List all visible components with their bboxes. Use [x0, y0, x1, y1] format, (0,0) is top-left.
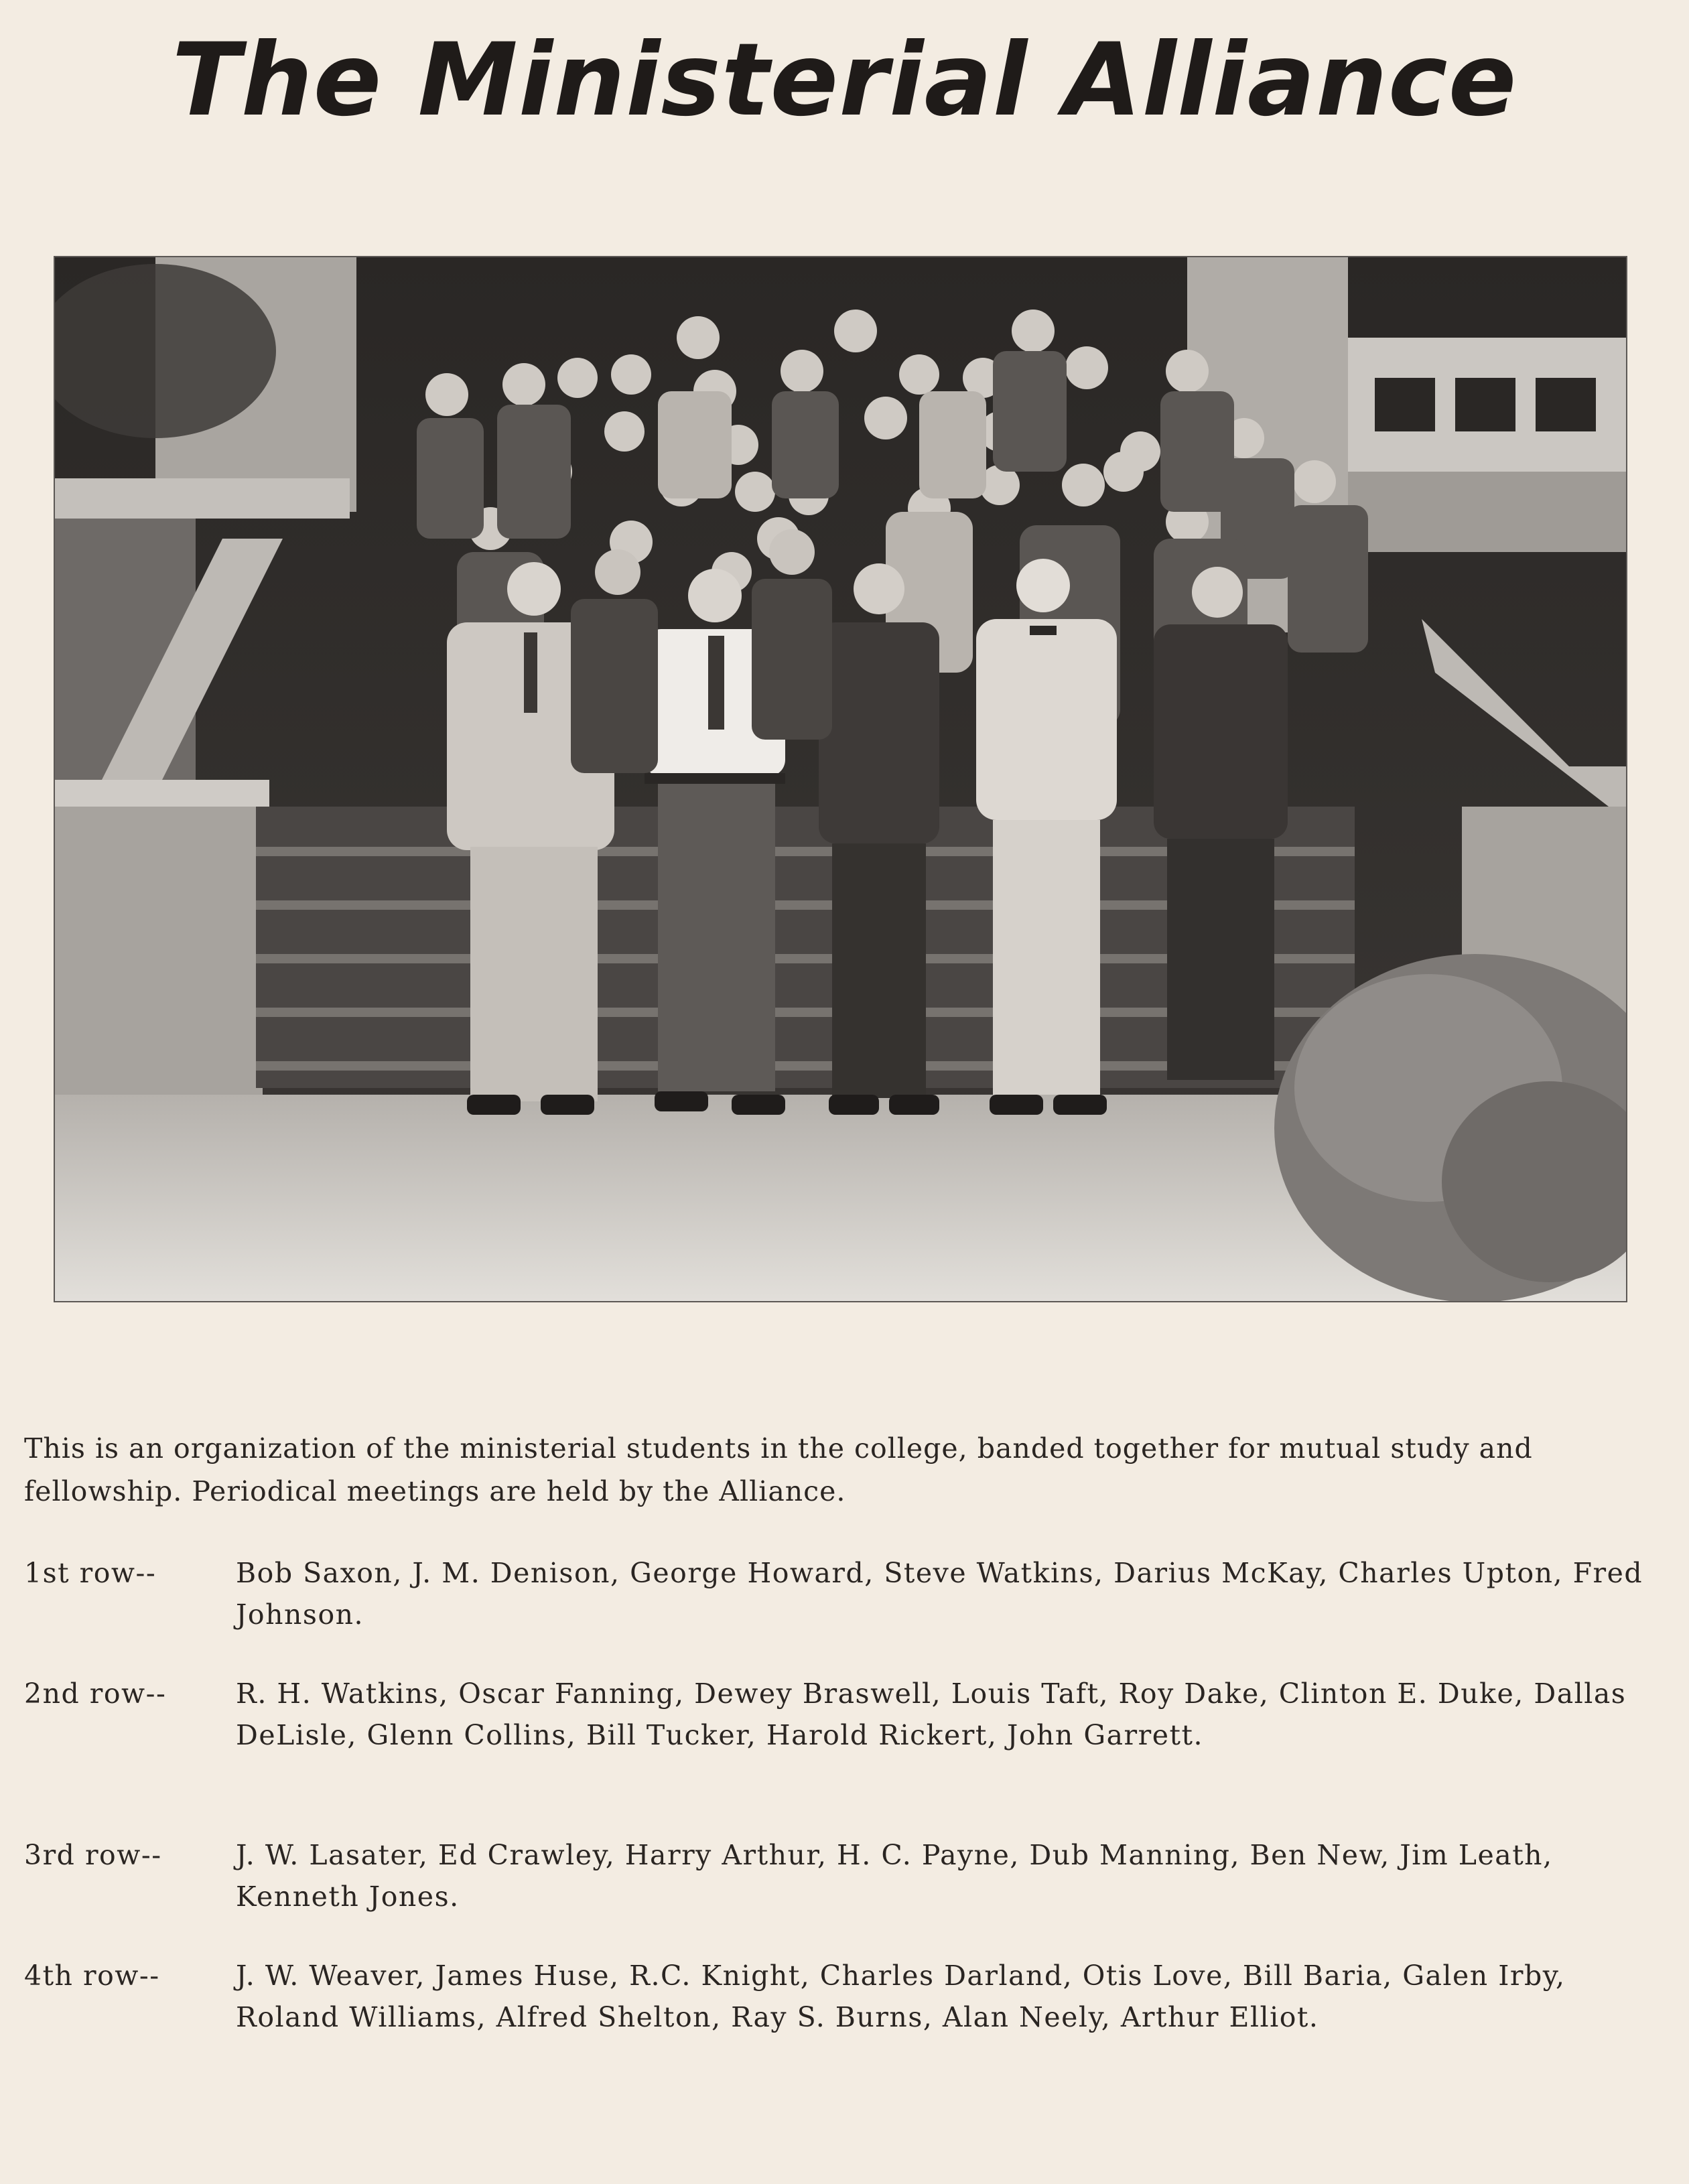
row-names: Bob Saxon, J. M. Denison, George Howard, Steve Watkins, Darius McKay, Charles Upton, Fred Johnson.	[236, 1557, 1643, 1631]
group-photo	[55, 257, 1626, 1301]
row-label: 2nd row--	[24, 1678, 167, 1710]
row-names: R. H. Watkins, Oscar Fanning, Dewey Braswell, Louis Taft, Roy Dake, Clinton E. Duke, Dallas DeLisle, Glenn Collins, Bill Tucker, Harold Rickert, John Garrett.	[236, 1678, 1627, 1751]
row-label: 4th row--	[24, 1960, 160, 1992]
row-names: J. W. Lasater, Ed Crawley, Harry Arthur, H. C. Payne, Dub Manning, Ben New, Jim Leath, Kenneth Jones.	[236, 1839, 1553, 1913]
row-label: 3rd row--	[24, 1839, 162, 1871]
intro-paragraph: This is an organization of the ministerial students in the college, banded together for mutual study and fellowship. Periodical meetings are held by the Alliance.	[24, 1432, 1533, 1507]
row-label: 1st row--	[24, 1557, 157, 1589]
page-title: The Ministerial Alliance	[172, 22, 1517, 139]
row-names: J. W. Weaver, James Huse, R.C. Knight, Charles Darland, Otis Love, Bill Baria, Galen Irby, Roland Williams, Alfred Shelton, Ray S. Burns, Alan Neely, Arthur Elliot.	[236, 1960, 1566, 2033]
